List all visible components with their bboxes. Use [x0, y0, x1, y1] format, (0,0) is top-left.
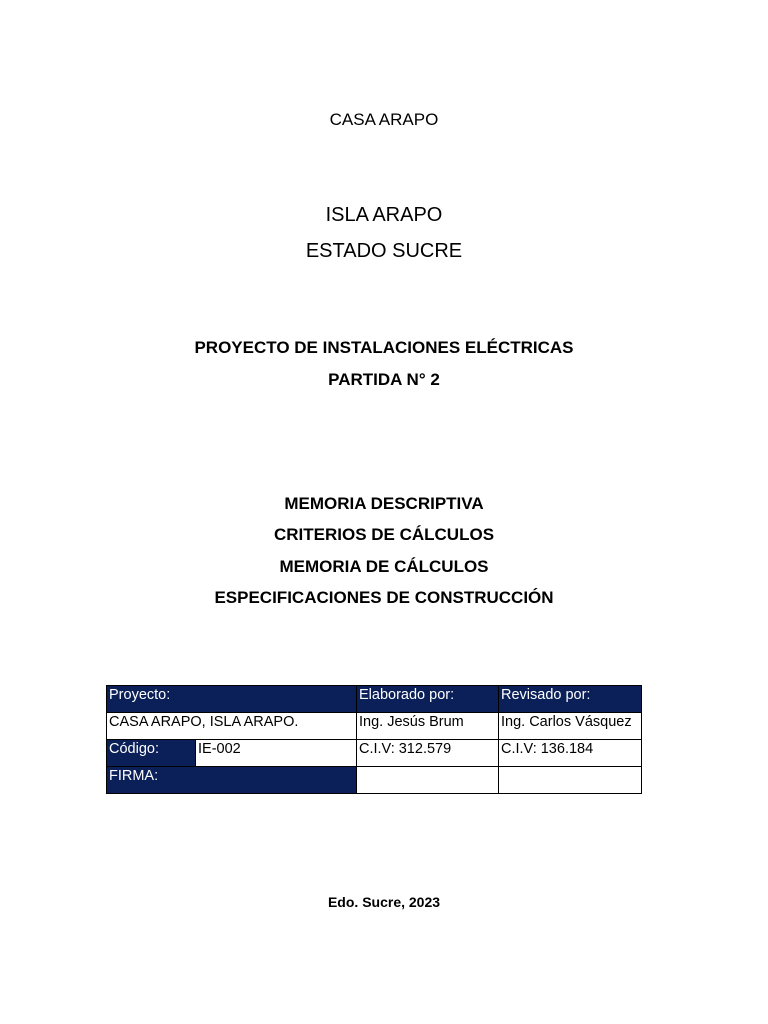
contents-item: CRITERIOS DE CÁLCULOS: [273, 525, 495, 544]
table-row: [107, 767, 642, 794]
table-row: [107, 686, 642, 713]
elaborado-name: Ing. Jesús Brum: [357, 713, 499, 740]
revisado-label: Revisado por:: [499, 686, 642, 713]
firma-label: FIRMA:: [107, 767, 357, 794]
firma-revisado-cell: [499, 767, 642, 794]
proyecto-label: Proyecto:: [107, 686, 357, 713]
project-title: PROYECTO DE INSTALACIONES ELÉCTRICAS: [194, 338, 574, 357]
contents-item: MEMORIA DE CÁLCULOS: [279, 557, 489, 576]
table-row: [107, 713, 642, 740]
project-partida: PARTIDA N° 2: [328, 370, 440, 389]
codigo-label: Código:: [107, 740, 196, 767]
client-name: CASA ARAPO: [329, 110, 439, 129]
proyecto-value: CASA ARAPO, ISLA ARAPO.: [107, 713, 357, 740]
elaborado-label: Elaborado por:: [357, 686, 499, 713]
contents-item: ESPECIFICACIONES DE CONSTRUCCIÓN: [214, 588, 554, 607]
place-date: Edo. Sucre, 2023: [327, 894, 441, 910]
project-info-table: [106, 685, 642, 794]
firma-elaborado-cell: [357, 767, 499, 794]
table-row: [107, 740, 642, 767]
codigo-value: IE-002: [196, 740, 357, 767]
contents-item: MEMORIA DESCRIPTIVA: [284, 494, 484, 513]
location-state: ESTADO SUCRE: [305, 240, 463, 262]
revisado-civ: C.I.V: 136.184: [499, 740, 642, 767]
revisado-name: Ing. Carlos Vásquez: [499, 713, 642, 740]
elaborado-civ: C.I.V: 312.579: [357, 740, 499, 767]
location-island: ISLA ARAPO: [325, 204, 443, 226]
